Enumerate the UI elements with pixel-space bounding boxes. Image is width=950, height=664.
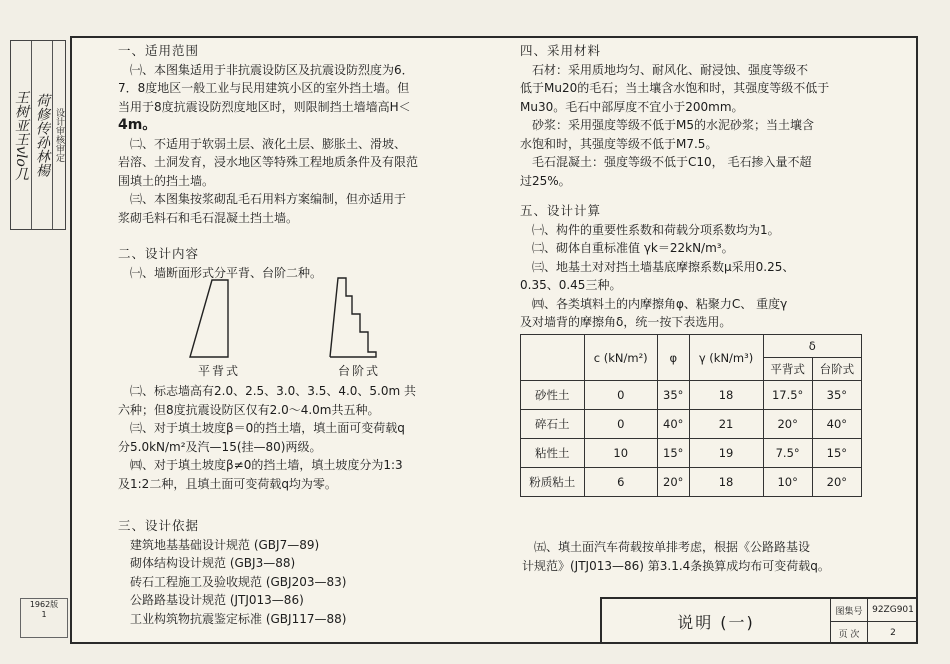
signature-col-labels bbox=[53, 41, 66, 229]
table-header-phi: φ bbox=[657, 335, 689, 381]
wall-sections-svg bbox=[150, 262, 450, 362]
paragraph: 过25%。 bbox=[520, 173, 571, 188]
cell-phi: 40° bbox=[657, 410, 689, 439]
table-row bbox=[521, 381, 862, 410]
cell-gamma: 19 bbox=[689, 439, 763, 468]
figure-label-step: 台阶式 bbox=[338, 364, 381, 378]
cell-c: 6 bbox=[584, 468, 657, 497]
paragraph: ㈤、填土面汽车荷载按单排考虑，根据《公路路基设 bbox=[534, 540, 811, 554]
paragraph: 浆砌毛料石和毛石混凝土挡土墙。 bbox=[118, 210, 299, 225]
cell-gamma: 18 bbox=[689, 381, 763, 410]
cell-c: 10 bbox=[584, 439, 657, 468]
cell-flat: 10° bbox=[763, 468, 812, 497]
paragraph: 砂浆：采用强度等级不低于M5的水泥砂浆；当土壤含 bbox=[532, 118, 814, 132]
paragraph: 及1:2二种，且填土面可变荷载q均为零。 bbox=[118, 476, 337, 491]
paragraph: ㈡、标志墙高有2.0、2.5、3.0、3.5、4.0、5.0m 共 bbox=[130, 384, 417, 398]
paragraph: ㈠、墙断面形式分平背、台阶二种。 bbox=[130, 265, 323, 280]
cell-phi: 35° bbox=[657, 381, 689, 410]
paragraph: ㈢、本图集按浆砌乱毛石用料方案编制，但亦适用于 bbox=[130, 192, 407, 206]
section-heading-scope: 一、适用范围 bbox=[118, 43, 200, 58]
paragraph: Mu30。毛石中部厚度不宜小于200mm。 bbox=[520, 99, 744, 114]
page-number-row bbox=[831, 622, 918, 644]
wall-section-figures bbox=[150, 262, 450, 382]
table-row bbox=[521, 468, 862, 497]
table-header-row bbox=[521, 335, 862, 358]
table-header-flat: 平背式 bbox=[763, 358, 812, 381]
paragraph: 毛石混凝土：强度等级不低于C10， 毛石掺入量不超 bbox=[532, 155, 812, 169]
paragraph: 当用于8度抗震设防烈度地区时，则限制挡土墙墙高H＜ bbox=[118, 99, 411, 114]
cell-gamma: 21 bbox=[689, 410, 763, 439]
cell-phi: 15° bbox=[657, 439, 689, 468]
paragraph: ㈣、各类填料土的内摩擦角φ、粘聚力C、 重度γ bbox=[532, 296, 788, 311]
soil-name: 碎石土 bbox=[521, 410, 585, 439]
paragraph: 分5.0kN/m²及汽—15(挂—80)两级。 bbox=[118, 439, 322, 454]
soil-name: 粘性土 bbox=[521, 439, 585, 468]
cell-step: 35° bbox=[812, 381, 861, 410]
atlas-number-row bbox=[831, 599, 918, 622]
sheet-title: 说明 (一) bbox=[602, 599, 831, 644]
signature-name: 荷修传 bbox=[34, 93, 50, 135]
cell-c: 0 bbox=[584, 410, 657, 439]
reference-item: 砌体结构设计规范 (GBJ3—88) bbox=[130, 556, 296, 570]
cell-step: 40° bbox=[812, 410, 861, 439]
signature-col-names-b bbox=[32, 41, 53, 229]
table-header-delta: δ bbox=[763, 335, 861, 358]
section-heading-materials: 四、采用材料 bbox=[520, 43, 602, 58]
paragraph: 计规范》(JTJ013—86) 第3.1.4条换算成均布可变荷载q。 bbox=[522, 559, 830, 573]
paragraph: 及对墙背的摩擦角δ，统一按下表选用。 bbox=[520, 315, 732, 329]
paragraph: 0.35、0.45三种。 bbox=[520, 278, 622, 292]
left-bottom-stamp bbox=[20, 598, 68, 638]
atlas-number-value: 92ZG901 bbox=[872, 605, 914, 615]
paragraph: ㈢、地基土对对挡土墙基底摩擦系数μ采用0.25、 bbox=[532, 259, 795, 274]
role-label-review: 审核 bbox=[54, 126, 64, 144]
paragraph: 4m。 bbox=[118, 117, 157, 133]
cell-flat: 17.5° bbox=[763, 381, 812, 410]
cell-flat: 20° bbox=[763, 410, 812, 439]
paragraph: ㈠、构件的重要性系数和荷载分项系数均为1。 bbox=[532, 222, 780, 237]
soil-name: 砂性土 bbox=[521, 381, 585, 410]
reference-item: 建筑地基基础设计规范 (GBJ7—89) bbox=[130, 537, 320, 552]
cell-phi: 20° bbox=[657, 468, 689, 497]
signature-name: 王vlo几 bbox=[13, 131, 29, 181]
cell-c: 0 bbox=[584, 381, 657, 410]
paragraph: ㈢、对于填土坡度β＝0的挡土墙，填土面可变荷载q bbox=[130, 421, 405, 435]
cell-step: 20° bbox=[812, 468, 861, 497]
section-heading-basis: 三、设计依据 bbox=[118, 518, 200, 533]
table-row bbox=[521, 410, 862, 439]
table-header-gamma: γ (kN/m³) bbox=[689, 335, 763, 381]
reference-item: 工业构筑物抗震鉴定标准 (GBJ117—88) bbox=[130, 611, 347, 626]
cell-step: 15° bbox=[812, 439, 861, 468]
right-column-lower bbox=[522, 538, 892, 576]
figure-label-flat: 平背式 bbox=[198, 364, 241, 378]
left-bottom-line: 1 bbox=[41, 610, 47, 619]
paragraph: 围填土的挡土墙。 bbox=[118, 173, 215, 188]
left-column bbox=[118, 42, 468, 282]
paragraph: 六种；但8度抗震设防区仅有2.0～4.0m共五种。 bbox=[118, 402, 380, 417]
paragraph: 7．8度地区一般工业与民用建筑小区的室外挡土墙。但 bbox=[118, 81, 410, 95]
paragraph: ㈠、本图集适用于非抗震设防区及抗震设防烈度为6． bbox=[130, 62, 414, 77]
soil-properties-table bbox=[520, 334, 862, 497]
title-block-meta bbox=[831, 599, 918, 644]
page-number-label: 页 次 bbox=[831, 622, 868, 644]
paragraph: ㈡、砌体自重标准值 γk＝22kN/m³。 bbox=[532, 241, 734, 255]
role-label-design: 设计 bbox=[54, 108, 64, 126]
soil-name: 粉质粘土 bbox=[521, 468, 585, 497]
cell-gamma: 18 bbox=[689, 468, 763, 497]
flat-back-wall-shape bbox=[190, 280, 228, 357]
paragraph: 水饱和时，其强度等级不低于M7.5。 bbox=[520, 136, 718, 151]
right-column bbox=[520, 42, 892, 332]
section-heading-calculation: 五、设计计算 bbox=[520, 203, 602, 218]
signature-name: 孙林楊 bbox=[34, 135, 50, 177]
signature-col-names-a bbox=[11, 41, 32, 229]
paragraph: 低于Mu20的毛石；当土壤含水饱和时，其强度等级不低于 bbox=[520, 81, 830, 95]
table-header-c: c (kN/m²) bbox=[584, 335, 657, 381]
table-row bbox=[521, 439, 862, 468]
atlas-number-label: 图集号 bbox=[831, 599, 868, 621]
reference-item: 公路路基设计规范 (JTJ013—86) bbox=[130, 593, 304, 607]
role-label-approve: 审定 bbox=[54, 144, 64, 162]
signature-name: 王树亚 bbox=[13, 89, 29, 132]
paragraph: ㈡、不适用于软弱土层、液化土层、膨胀土、滑坡、 bbox=[130, 136, 407, 151]
title-block bbox=[600, 597, 918, 644]
left-column-lower bbox=[118, 382, 468, 628]
cell-flat: 7.5° bbox=[763, 439, 812, 468]
left-bottom-line: 1962版 bbox=[29, 600, 59, 609]
paragraph: 岩溶、土洞发育，浸水地区等特殊工程地质条件及有限范 bbox=[118, 155, 419, 169]
paragraph: 石材：采用质地均匀、耐风化、耐浸蚀、强度等级不 bbox=[532, 62, 809, 77]
reference-item: 砖石工程施工及验收规范 (GBJ203—83) bbox=[130, 574, 347, 589]
table-header-step: 台阶式 bbox=[812, 358, 861, 381]
paragraph: ㈣、对于填土坡度β≠0的挡土墙，填土坡度分为1:3 bbox=[130, 458, 403, 472]
signature-strip bbox=[10, 40, 66, 230]
section-heading-design: 二、设计内容 bbox=[118, 246, 200, 261]
step-wall-shape bbox=[330, 278, 376, 357]
table-header-blank bbox=[521, 335, 585, 381]
page-number-value: 2 bbox=[890, 628, 896, 638]
